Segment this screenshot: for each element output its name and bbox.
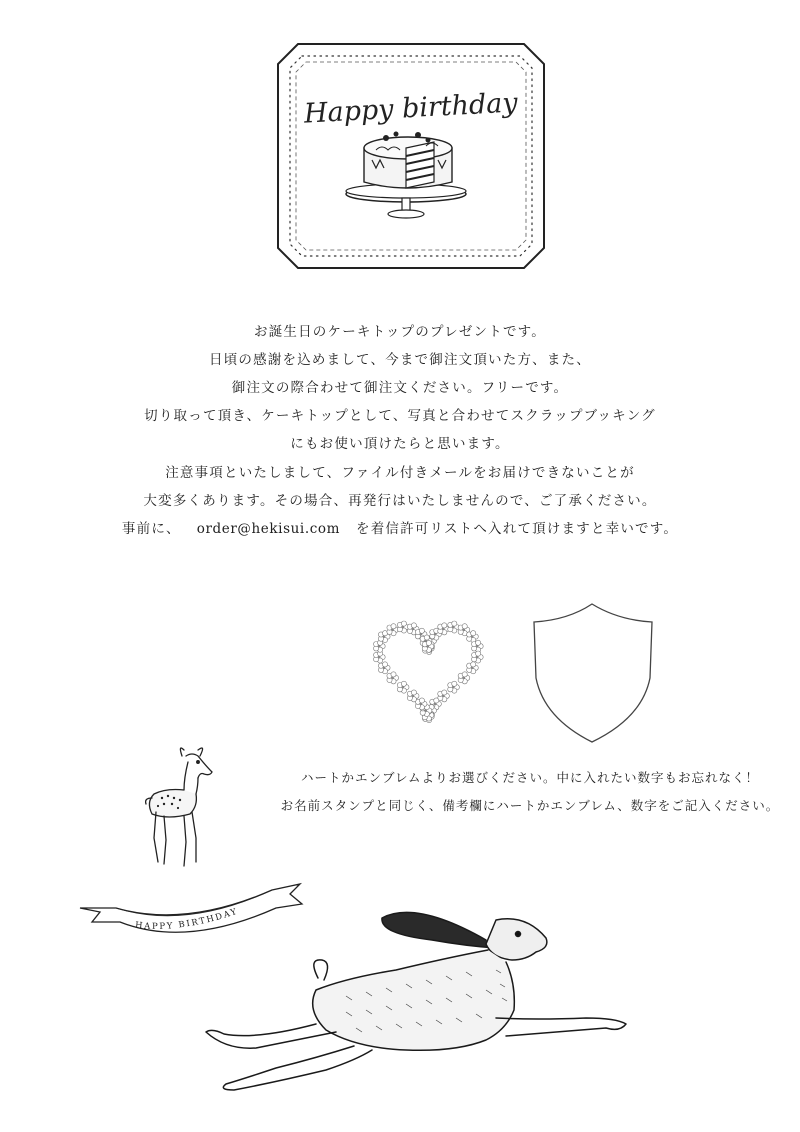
intro-paragraph [0,318,800,458]
intro-line: にもお使い頂けたらと思います。 [290,436,510,452]
heart-flower [448,621,460,633]
heart-flower [467,662,479,674]
card-frame [276,42,546,270]
intro-line: 切り取って頂き、ケーキトップとして、写真と合わせてスクラップブッキング [144,408,656,424]
heart-flower [374,651,386,663]
order-email: order@hekisui.com [196,521,341,537]
card-script-title: Happy birthday [303,87,519,130]
hare-icon [196,900,636,1096]
heart-flower [472,651,484,663]
choice-line: ハートかエンブレムよりお選びください。中に入れたい数字もお忘れなく！ [300,770,759,785]
notice-line: 大変多くあります。その場合、再発行はいたしませんので、ご了承ください。 [143,493,657,509]
heart-flower [438,690,450,702]
choice-line: お名前スタンプと同じく、備考欄にハートかエンブレム、数字をご記入ください。 [280,798,780,813]
heart-option [358,612,498,730]
heart-flower [378,662,390,674]
heart-flower [448,681,460,693]
hare-illustration [196,900,636,1096]
emblem-option [528,600,658,746]
heart-flower [458,672,470,684]
notice-line-email [0,515,800,543]
flower-heart-icon [358,612,498,730]
notice-before-email: 事前に、 [121,521,181,537]
birthday-card [276,42,546,270]
notice-line: 注意事項といたしまして、ファイル付きメールをお届けできないことが [165,465,635,481]
fawn-icon [140,742,230,872]
notice-paragraph [0,459,800,543]
heart-flower [387,672,399,684]
intro-line: 御注文の際合わせて御注文ください。フリーです。 [231,380,569,396]
heart-flower [387,624,399,636]
fawn-illustration [140,742,230,872]
intro-line: お誕生日のケーキトップのプレゼントです。 [254,324,546,340]
choice-paragraph [260,764,800,820]
heart-flower [397,681,409,693]
ribbon-label: HAPPY BIRTHDAY [134,906,240,932]
shield-icon [528,600,658,746]
notice-after-email: を着信許可リストへ入れて頂けますと幸いです。 [356,521,679,537]
heart-flower [472,640,484,652]
intro-line: 日頃の感謝を込めまして、今まで御注文頂いた方、また、 [209,352,591,368]
